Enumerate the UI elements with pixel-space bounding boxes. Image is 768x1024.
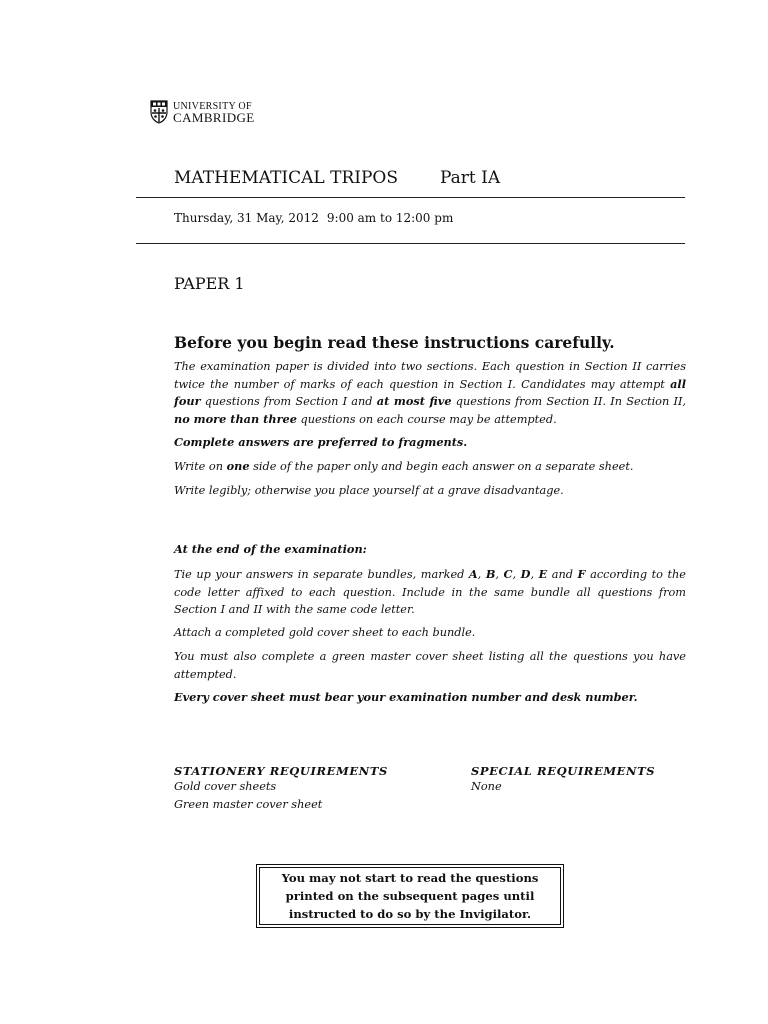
invigilator-notice <box>259 867 561 925</box>
divider-top <box>136 197 685 198</box>
crest-icon <box>150 100 168 124</box>
notice-line-2: printed on the subsequent pages until <box>285 889 535 903</box>
stationery-item: Gold cover sheets <box>174 780 277 793</box>
university-logo <box>150 100 255 124</box>
part-label: Part IA <box>440 168 501 188</box>
logo-text <box>173 101 255 123</box>
instructions-paragraph-1: The examination paper is divided into two sections. Each question in Section II carries twice the number of marks of each question in Section I. Candidates may attempt all four questions from Section I and at most five questions from Section II. In Section II, no more than three questions on each course may be attempted. <box>174 360 687 426</box>
paper-number: PAPER 1 <box>174 274 245 293</box>
special-requirements <box>471 764 655 796</box>
logo-line-1: UNIVERSITY OF <box>173 101 252 112</box>
special-item: None <box>471 780 502 793</box>
stationery-title: STATIONERY REQUIREMENTS <box>174 764 388 778</box>
end-paragraph-3: You must also complete a green master cover sheet listing all the questions you have attempted. <box>174 650 686 681</box>
special-title: SPECIAL REQUIREMENTS <box>471 764 656 778</box>
instructions-paragraph-2: Complete answers are preferred to fragments. <box>174 435 468 449</box>
invigilator-notice-box <box>256 864 564 928</box>
notice-line-1: You may not start to read the questions <box>281 871 539 885</box>
end-heading: At the end of the examination: <box>174 542 367 556</box>
instructions-paragraph-3: Write on one side of the paper only and begin each answer on a separate sheet. <box>174 459 634 473</box>
end-paragraph-4: Every cover sheet must bear your examination number and desk number. <box>174 690 638 704</box>
instructions-paragraph-4: Write legibly; otherwise you place yourself at a grave disadvantage. <box>174 484 564 497</box>
end-paragraph-1: Tie up your answers in separate bundles, marked A, B, C, D, E and F according to the code letter affixed to each question. Include in the same bundle all questions from Section I and II with the same code letter. <box>174 567 686 616</box>
divider-bottom <box>136 243 685 244</box>
tripos-title: MATHEMATICAL TRIPOS <box>174 168 398 188</box>
exam-date-row <box>174 211 453 225</box>
stationery-item: Green master cover sheet <box>174 797 323 811</box>
end-paragraph-2: Attach a completed gold cover sheet to each bundle. <box>174 626 476 639</box>
exam-time: 9:00 am to 12:00 pm <box>326 211 454 225</box>
exam-title <box>174 168 500 188</box>
logo-line-2: CAMBRIDGE <box>173 110 255 125</box>
stationery-requirements <box>174 764 388 813</box>
notice-line-3: instructed to do so by the Invigilator. <box>288 907 532 921</box>
exam-date: Thursday, 31 May, 2012 <box>174 211 319 225</box>
instructions-heading: Before you begin read these instructions carefully. <box>174 333 615 352</box>
